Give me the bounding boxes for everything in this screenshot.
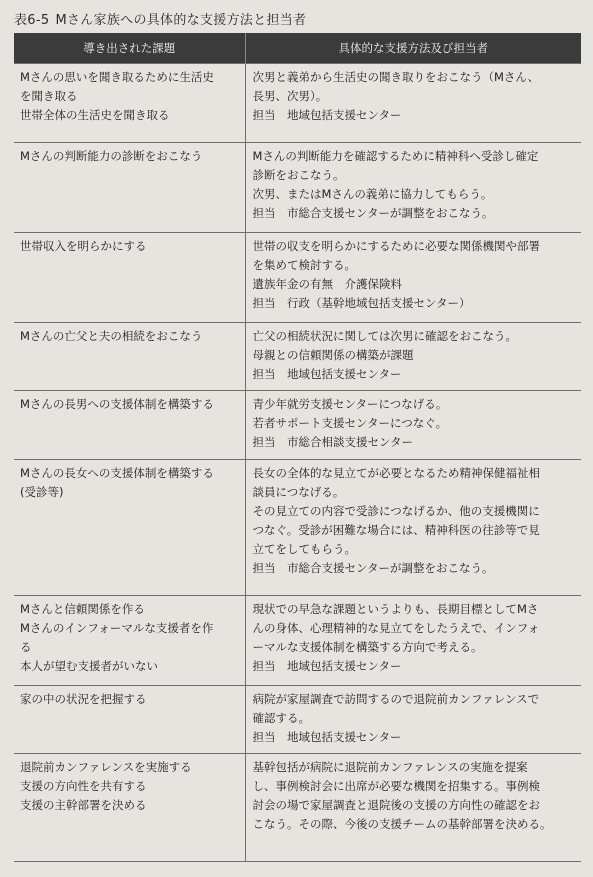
task-cell [14, 754, 245, 862]
task-line: 家の中の状況を把握する [20, 692, 147, 706]
task-line: 退院前カンファレンスを実施する [20, 760, 192, 774]
method-line: 次男、またはMさんの義弟に協力してもらう。 [252, 187, 493, 201]
method-paragraph [253, 294, 578, 313]
method-line: つなぐ。受診が困難な場合には、精神科医の往診等で見 [252, 523, 540, 537]
task-line: 支援の主幹部署を決める [20, 798, 147, 812]
method-line: 次男と義弟から生活史の聞き取りをおこなう（Mさん、 [252, 70, 540, 84]
task-cell [14, 233, 245, 323]
method-paragraph [253, 327, 578, 346]
method-line: 亡父の相続状況に関しては次男に確認をおこなう。 [252, 329, 517, 343]
task-cell [14, 596, 245, 686]
header-tasks: 導き出された課題 [14, 33, 245, 64]
header-methods: 具体的な支援方法及び担当者 [245, 33, 581, 64]
table-title: Mさん家族への具体的な支援方法と担当者 [55, 13, 307, 28]
method-paragraph [253, 600, 578, 657]
method-line: こなう。その際、今後の支援チームの基幹部署を決める。 [252, 817, 552, 831]
method-cell [245, 596, 581, 686]
table-row [14, 596, 581, 686]
method-line: 病院が家屋調査で訪問するので退院前カンファレンスで [252, 692, 540, 706]
task-line: 世帯全体の生活史を聞き取る [20, 108, 170, 122]
method-line: 長男、次男）。 [252, 89, 328, 103]
method-paragraph [253, 237, 578, 275]
method-line: 遺族年金の有無 介護保険料 [252, 277, 402, 291]
method-line: 現状での早急な課題というよりも、長期目標としてMさ [252, 602, 539, 616]
method-line: その見立ての内容で受診につなげるか、他の支援機関に [252, 504, 540, 518]
method-line: 担当 地域包括支援センター [252, 367, 402, 381]
table-row [14, 686, 581, 754]
method-paragraph [253, 346, 578, 365]
method-paragraph [253, 365, 578, 384]
table-number: 表6-5 [14, 13, 50, 28]
task-cell [14, 460, 245, 596]
table-header [14, 33, 581, 64]
table-body [14, 64, 581, 862]
method-line: ーマルな支援体制を構築する方向で考える。 [252, 640, 483, 654]
method-cell [245, 64, 581, 143]
method-cell [245, 233, 581, 323]
method-line: 診断をおこなう。 [252, 168, 345, 182]
task-line: Mさんと信頼関係を作る [20, 602, 145, 616]
method-line: んの身体、心理精神的な見立てをしたうえで、インフォ [252, 621, 540, 635]
method-line: 母親との信頼関係の構築が課題 [252, 348, 414, 362]
method-line: 立てをしてもらう。 [252, 542, 356, 556]
task-cell [14, 143, 245, 233]
task-cell [14, 64, 245, 143]
method-cell [245, 754, 581, 862]
method-line: 担当 地域包括支援センター [252, 659, 402, 673]
method-line: 談員につなげる。 [252, 485, 345, 499]
task-cell [14, 391, 245, 460]
task-line: 本人が望む支援者がいない [20, 659, 158, 673]
method-line: 長女の全体的な見立てが必要となるため精神保健福祉相 [252, 466, 540, 480]
method-line: 若者サポート支援センターにつなぐ。 [252, 416, 448, 430]
method-cell [245, 686, 581, 754]
method-cell [245, 323, 581, 391]
method-line: 基幹包括が病院に退院前カンファレンスの実施を提案 [252, 760, 528, 774]
method-line: 担当 地域包括支援センター [252, 108, 402, 122]
table-row [14, 460, 581, 596]
table-row [14, 754, 581, 862]
method-paragraph [253, 185, 578, 204]
method-line: 世帯の収支を明らかにするために必要な関係機関や部署 [252, 239, 540, 253]
method-paragraph [253, 657, 578, 676]
method-cell [245, 143, 581, 233]
task-line: Mさんの長男への支援体制を構築する [20, 397, 214, 411]
method-paragraph [253, 204, 578, 223]
task-cell [14, 686, 245, 754]
method-paragraph [253, 433, 578, 452]
table-row [14, 64, 581, 143]
method-line: 青少年就労支援センターにつなげる。 [252, 397, 448, 411]
method-paragraph [253, 395, 578, 414]
table-caption [14, 9, 306, 28]
table-row [14, 323, 581, 391]
task-cell [14, 323, 245, 391]
method-line: を集めて検討する。 [252, 258, 356, 272]
task-line: Mさんの長女への支援体制を構築する [20, 466, 214, 480]
task-line: Mさんの思いを聞き取るために生活史 [20, 70, 214, 84]
method-paragraph [253, 502, 578, 559]
method-line: 担当 市総合支援センターが調整をおこなう。 [252, 561, 494, 575]
method-line: 担当 市総合支援センターが調整をおこなう。 [252, 206, 494, 220]
method-line: 担当 地域包括支援センター [252, 730, 402, 744]
support-plan-table [14, 33, 581, 862]
task-line: (受診等) [20, 485, 64, 499]
table-row [14, 143, 581, 233]
task-line: Mさんの亡父と夫の相続をおこなう [20, 329, 203, 343]
method-paragraph [253, 106, 578, 125]
task-line: Mさんの判断能力の診断をおこなう [20, 149, 203, 163]
method-paragraph [253, 275, 578, 294]
method-paragraph [253, 559, 578, 578]
method-line: 確認する。 [252, 711, 310, 725]
method-line: Mさんの判断能力を確認するために精神科へ受診し確定 [252, 149, 539, 163]
table-row [14, 233, 581, 323]
method-paragraph [253, 758, 578, 834]
task-line: る [20, 640, 32, 654]
task-line: を聞き取る [20, 89, 78, 103]
task-line: Mさんのインフォーマルな支援者を作 [20, 621, 214, 635]
method-paragraph [253, 464, 578, 502]
method-cell [245, 460, 581, 596]
method-line: 討会の場で家屋調査と退院後の支援の方向性の確認をお [252, 798, 540, 812]
method-paragraph [253, 690, 578, 728]
method-cell [245, 391, 581, 460]
method-paragraph [253, 414, 578, 433]
task-line: 支援の方向性を共有する [20, 779, 147, 793]
method-line: 担当 市総合相談支援センター [252, 435, 414, 449]
method-line: し、事例検討会に出席が必要な機関を招集する。事例検 [252, 779, 540, 793]
method-paragraph [253, 68, 578, 106]
task-line: 世帯収入を明らかにする [20, 239, 147, 253]
method-line: 担当 行政（基幹地域包括支援センター） [252, 296, 471, 310]
method-paragraph [253, 147, 578, 185]
table-row [14, 391, 581, 460]
method-paragraph [253, 728, 578, 747]
